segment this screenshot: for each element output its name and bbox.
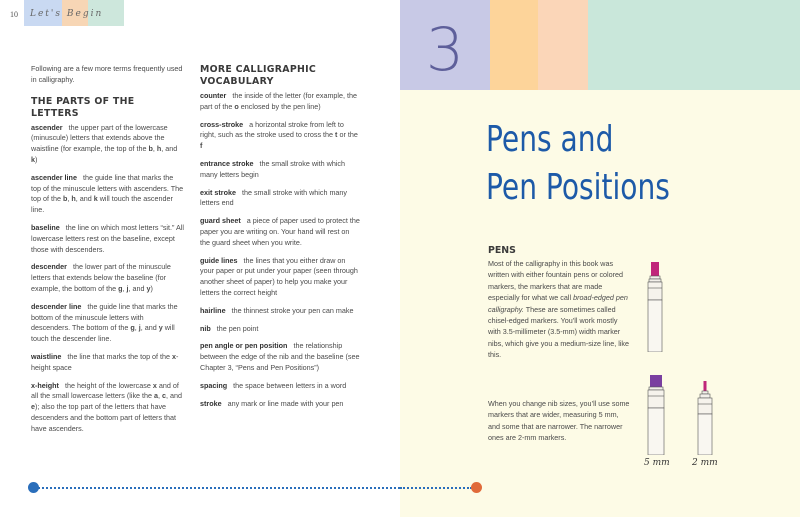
parts-emphasis: a <box>154 391 159 401</box>
parts-term: waistline <box>31 351 62 361</box>
marker-2mm-illustration <box>695 381 715 455</box>
vocab-definition: the small stroke with which many letters end <box>200 187 348 208</box>
vocab-entry <box>200 381 360 392</box>
parts-emphasis: g <box>130 323 135 333</box>
parts-entry <box>31 352 184 374</box>
vocab-definition: a piece of paper used to protect the paper you are writing on. Your hand will rest on the guard sheet when you write. <box>200 216 360 247</box>
chapter-band-3 <box>538 0 588 90</box>
pens-paragraph-1-text: Most of the calligraphy in this book was written with either fountain pens or colored markers, the markers that are made especially for what we call broad-edged pen calligraphy. These are sometimes called chisel-edged markers. You’ll work mostly with 3.5-millimeter (3.5-mm) width marker nibs, which give you a medium-size line, like this. <box>488 259 630 360</box>
parts-entry <box>31 262 184 294</box>
pens-heading: PENS <box>488 245 516 256</box>
label-2mm: 2 mm <box>692 458 718 468</box>
parts-entry <box>31 123 184 166</box>
parts-emphasis: y <box>146 283 151 293</box>
vocab-emphasis: o <box>234 101 239 111</box>
marker-3-5mm-illustration <box>645 262 665 352</box>
parts-emphasis: h <box>156 144 162 154</box>
vocab-entry <box>200 91 360 113</box>
parts-entry <box>31 381 184 435</box>
vocab-definition: the small stroke with which many letters begin <box>200 158 346 179</box>
parts-emphasis: g <box>118 283 123 293</box>
column-right <box>200 64 360 416</box>
parts-emphasis: e <box>31 402 35 412</box>
chapter-band-4 <box>588 0 800 90</box>
parts-list <box>31 123 184 435</box>
parts-term: descender <box>31 262 67 272</box>
parts-emphasis: h <box>71 194 76 204</box>
vocab-definition: the lines that you either draw on your paper or put under your paper (seen through another sheet of paper) to help you make your letters the correct height <box>200 255 358 297</box>
parts-emphasis: c <box>162 391 167 401</box>
vocab-definition: the space between letters in a word <box>233 380 347 390</box>
parts-emphasis: b <box>62 194 68 204</box>
vocab-entry <box>200 306 360 317</box>
parts-term: ascender line <box>31 172 77 182</box>
parts-definition: the lower part of the minuscule letters that extends below the baseline (for example, the bottom of the g, j, and y) <box>31 262 171 293</box>
vocab-term: pen angle or pen position <box>200 341 288 351</box>
blue-dot-ornament <box>28 482 39 493</box>
orange-dot-ornament <box>471 482 482 493</box>
vocab-entry <box>200 120 360 152</box>
parts-entry <box>31 302 184 345</box>
chapter-number: 3 <box>425 15 465 85</box>
dotted-rule-right <box>400 487 472 489</box>
running-head-text: Let's Begin <box>30 9 104 19</box>
vocab-term: nib <box>200 323 211 333</box>
vocab-term: spacing <box>200 380 228 390</box>
chapter-title-line-2: Pen Positions <box>486 167 670 208</box>
parts-entry <box>31 173 184 216</box>
vocab-entry <box>200 256 360 299</box>
parts-emphasis: b <box>148 144 153 154</box>
vocab-entry <box>200 324 360 335</box>
vocab-entry <box>200 188 360 210</box>
vocab-term: cross-stroke <box>200 119 244 129</box>
pens-paragraph-2 <box>488 398 630 444</box>
parts-definition: the line on which most letters “sit.” All lowercase letters rest on the baseline, except those with descenders. <box>31 222 185 254</box>
vocab-entry <box>200 341 360 373</box>
vocab-definition: the pen point <box>216 323 259 333</box>
chapter-title <box>486 116 720 212</box>
vocab-emphasis: f <box>200 141 203 151</box>
vocab-definition: the thinnest stroke your pen can make <box>231 305 354 315</box>
vocab-heading: MORE CALLIGRAPHIC VOCABULARY <box>200 64 317 87</box>
parts-emphasis: k <box>31 154 35 164</box>
vocab-term: stroke <box>200 398 222 408</box>
pens-paragraph-2-text: When you change nib sizes, you’ll use some markers that are wider, measuring 5 mm, and some that are narrower. The narrower ones are 2-mm markers. <box>488 399 630 443</box>
vocab-term: entrance stroke <box>200 158 254 168</box>
label-5mm: 5 mm <box>644 458 670 468</box>
parts-definition: the guide line that marks the top of the minuscule letters with ascenders. The top of the b, h, and k will touch the ascender line. <box>31 172 184 215</box>
intro-text: Following are a few more terms frequently used in calligraphy. <box>31 64 183 84</box>
vocab-definition: a horizontal stroke from left to right, such as the stroke used to cross the t or the f <box>200 119 358 151</box>
parts-term: x-height <box>31 380 59 390</box>
marker-5mm-illustration <box>645 375 667 455</box>
parts-heading: THE PARTS OF THE LETTERS <box>31 95 135 119</box>
pens-p1-emphasis: broad-edged pen calligraphy. <box>488 293 628 314</box>
vocab-term: hairline <box>200 305 226 315</box>
vocab-definition: any mark or line made with your pen <box>227 398 344 408</box>
page-number: 10 <box>10 10 18 19</box>
vocab-term: guide lines <box>200 255 238 265</box>
parts-emphasis: x <box>152 380 157 390</box>
parts-emphasis: j <box>126 283 129 293</box>
pens-paragraph-1 <box>488 258 630 361</box>
vocab-list <box>200 91 360 409</box>
running-head <box>24 0 124 26</box>
vocab-entry <box>200 216 360 248</box>
vocab-term: counter <box>200 91 227 100</box>
vocab-definition: the relationship between the edge of the nib and the baseline (see Chapter 3, “Pens and Pen Positions”) <box>200 341 360 372</box>
vocab-term: guard sheet <box>200 216 241 226</box>
vocab-entry <box>200 399 360 410</box>
vocab-entry <box>200 159 360 181</box>
parts-term: ascender <box>31 122 63 132</box>
vocab-definition: the inside of the letter (for example, the part of the o enclosed by the pen line) <box>200 91 358 111</box>
column-left <box>31 64 184 442</box>
parts-entry <box>31 223 184 255</box>
vocab-emphasis: t <box>335 130 338 140</box>
parts-definition: the guide line that marks the bottom of the minuscule letters with descenders. The bottom of the g, j, and y will touch the descender line. <box>31 301 178 344</box>
parts-emphasis: x <box>172 351 177 361</box>
dotted-rule-left <box>38 487 400 489</box>
parts-emphasis: k <box>93 194 98 204</box>
chapter-title-line-1: Pens and <box>486 119 614 160</box>
parts-definition: the line that marks the top of the x-height space <box>31 351 179 372</box>
parts-definition: the upper part of the lowercase (minuscule) letters that extends above the waistline (for example, the top of the b, h, and k) <box>31 122 178 164</box>
chapter-band-2 <box>490 0 538 90</box>
parts-emphasis: j <box>138 323 141 333</box>
parts-term: descender line <box>31 301 82 311</box>
parts-emphasis: y <box>158 323 163 333</box>
vocab-term: exit stroke <box>200 187 236 197</box>
parts-definition: the height of the lowercase x and of all the small lowercase letters (like the a, c, and e); also the top part of the letters that have descenders and the bottom part of letters that have ascenders. <box>31 380 183 433</box>
parts-term: baseline <box>31 222 60 232</box>
